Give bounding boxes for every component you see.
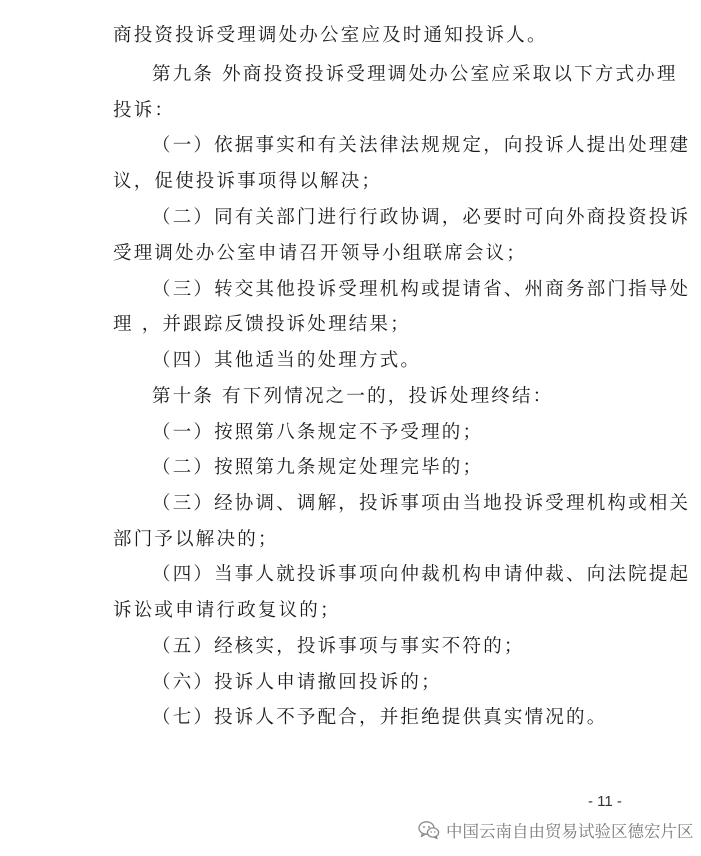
wechat-watermark: [418, 818, 694, 842]
article-heading-10: 第十条 有下列情况之一的，投诉处理终结：: [152, 386, 554, 407]
list-item: （一）按照第八条规定不予受理的；: [152, 422, 484, 443]
text-line: 商投资投诉受理调处办公室应及时通知投诉人。: [113, 25, 548, 46]
list-item: （七）投诉人不予配合，并拒绝提供真实情况的。: [152, 707, 608, 728]
list-item: （六）投诉人申请撤回投诉的；: [152, 672, 442, 693]
list-item: （四）当事人就投诉事项向仲裁机构申请仲裁、向法院提起: [152, 564, 691, 585]
page-number: - 11 -: [588, 793, 622, 810]
list-item: （三）经协调、调解，投诉事项由当地投诉受理机构或相关: [152, 493, 691, 514]
text-line: 诉讼或申请行政复议的；: [113, 600, 341, 621]
list-item: （一）依据事实和有关法律法规规定，向投诉人提出处理建: [152, 135, 691, 156]
watermark-text: 中国云南自由贸易试验区德宏片区: [446, 822, 694, 841]
text-line: 受理调处办公室申请召开领导小组联席会议；: [113, 243, 528, 264]
list-item: （二）同有关部门进行行政协调，必要时可向外商投资投诉: [152, 207, 691, 228]
list-item: （四）其他适当的处理方式。: [152, 350, 422, 371]
text-line: 理 ，并跟踪反馈投诉处理结果；: [113, 314, 411, 335]
list-item: （二）按照第九条规定处理完毕的；: [152, 457, 484, 478]
list-item: （三）转交其他投诉受理机构或提请省、州商务部门指导处: [152, 279, 691, 300]
wechat-icon: [418, 820, 440, 840]
list-item: （五）经核实，投诉事项与事实不符的；: [152, 636, 525, 657]
text-line: 投诉：: [113, 100, 176, 121]
text-line: 部门予以解决的；: [113, 529, 279, 550]
article-heading-9: 第九条 外商投资投诉受理调处办公室应采取以下方式办理: [152, 64, 678, 85]
text-line: 议，促使投诉事项得以解决；: [113, 171, 383, 192]
